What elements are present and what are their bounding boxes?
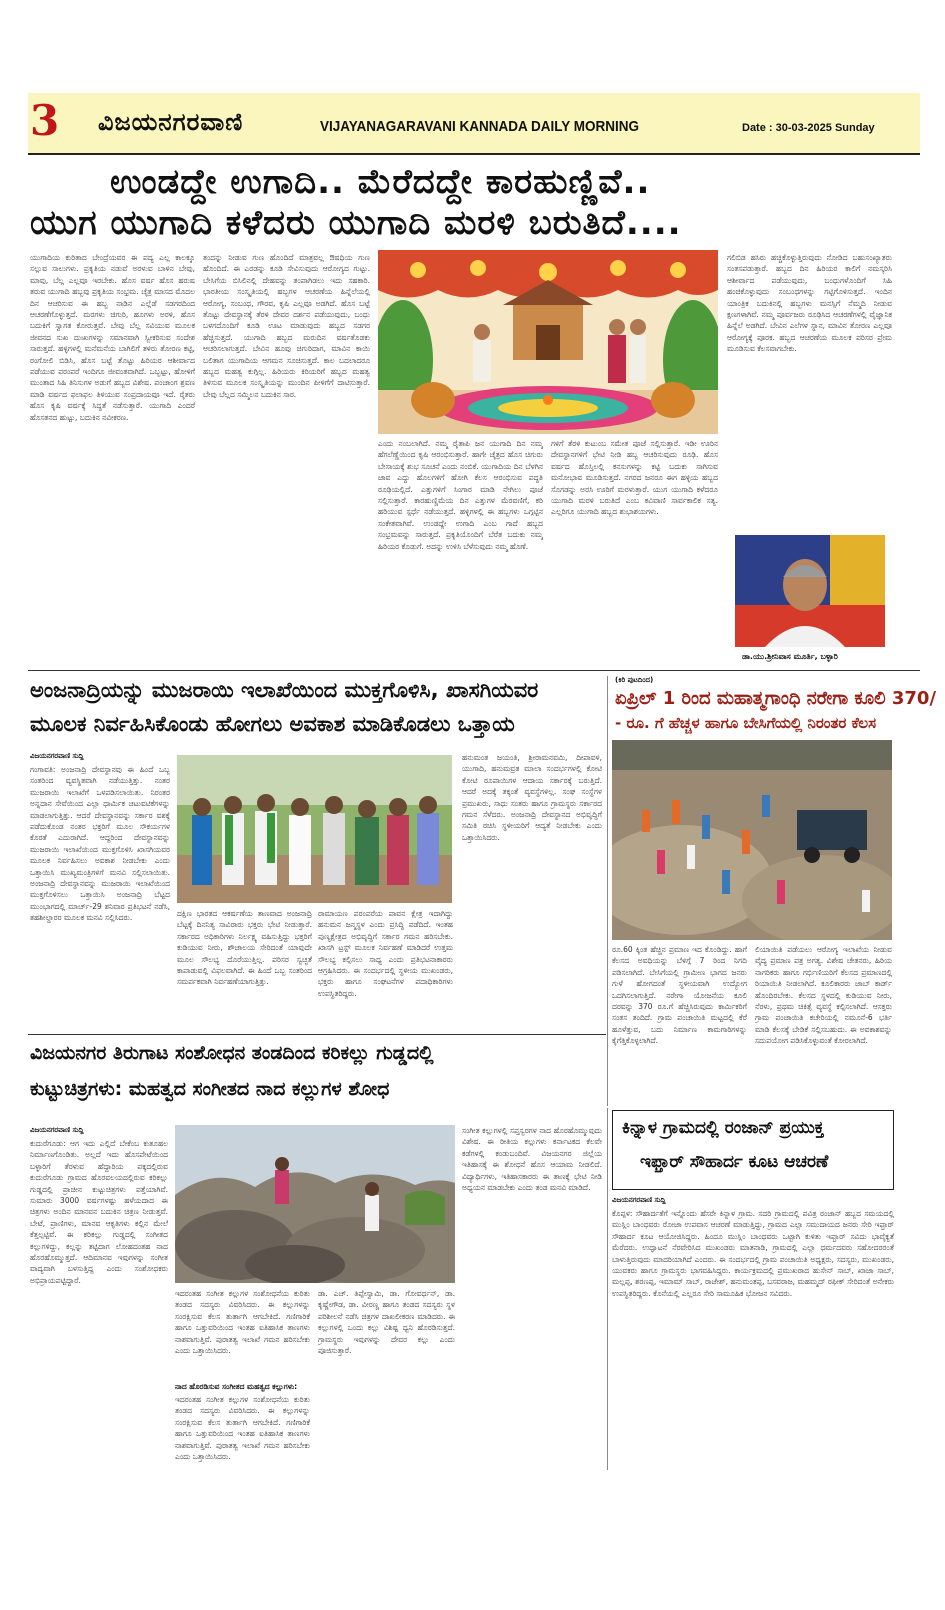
author-photo-caption: ಡಾ.ಯು.ಶ್ರೀನಿವಾಸ ಮೂರ್ತಿ, ಬಳ್ಳಾರಿ [742, 652, 838, 661]
anjanadri-headline-line2: ಮೂಲಕ ನಿರ್ವಹಿಸಿಕೊಂಡು ಹೋಗಲು ಅವಕಾಶ ಮಾಡಿಕೊಡಲು ಒತ್ತಾಯ [30, 712, 515, 736]
lead-headline-line2: ಯುಗ ಯುಗಾದಿ ಕಳೆದರು ಯುಗಾದಿ ಮರಳಿ ಬರುತಿದೆ.... [30, 203, 682, 243]
rockart-dateline: ವಿಜಯನಗರವಾಣಿ ಸುದ್ದಿ [30, 1126, 84, 1134]
narega-tag: (ಕಿರಿ ಪುಟದಿಂದ) [615, 676, 654, 684]
anjanadri-column-3: ರಾಮಾಯಣ ಪರಂಪರೆಯ ಪಾವನ ಕ್ಷೇತ್ರ ಇದಾಗಿದ್ದು ಹನುಮನ ಜನ್ಮಸ್ಥಳ ಎಂದು ಪ್ರಸಿದ್ಧಿ ಪಡೆದಿದೆ. ಇಂತಹ ಪುಣ್ಯಕ್ಷೇತ್ರದ ಅಭಿವೃದ್ಧಿಗೆ ಸರ್ಕಾರ ಗಮನ ಹರಿಸಬೇಕು. ಖಾಸಗಿ ಟ್ರಸ್ಟ್ ಮೂಲಕ ನಿರ್ವಹಣೆ ಮಾಡಿದರೆ ಉತ್ತಮ ಸೌಲಭ್ಯ ಕಲ್ಪಿಸಲು ಸಾಧ್ಯ ಎಂದು ಪ್ರತಿಭಟನಾಕಾರರು ಆಗ್ರಹಿಸಿದರು. ಈ ಸಂದರ್ಭದಲ್ಲಿ ಸ್ಥಳೀಯ ಮುಖಂಡರು, ಭಕ್ತರು ಹಾಗೂ ಸಂಘಟನೆಗಳ ಪದಾಧಿಕಾರಿಗಳು ಉಪಸ್ಥಿತರಿದ್ದರು. [318, 909, 453, 998]
anjanadri-column-1: ಗಂಗಾವತಿ: ಅಂಜನಾದ್ರಿ ದೇವಸ್ಥಾನವು ಈ ಹಿಂದೆ ಒಬ್ಬ ಸಂತರಿಂದ ವ್ಯವಸ್ಥಿತವಾಗಿ ನಡೆಯುತ್ತಿತ್ತು. ನಂತರ ಮುಜರಾಯಿ ಇಲಾಖೆಗೆ ಒಳಪಡಿಸಲಾಯಿತು. ನಿರಂತರ ಅನ್ನದಾನ ಸೇವೆಯಿಂದ ಎಲ್ಲಾ ಧಾರ್ಮಿಕ ಚಟುವಟಿಕೆಗಳನ್ನು ಮಾಡಲಾಗುತ್ತಿತ್ತು. ಆದರೆ ದೇವಸ್ಥಾನವನ್ನು ಸರ್ಕಾರ ವಶಕ್ಕೆ ಪಡೆದುಕೊಂಡ ನಂತರ ಭಕ್ತರಿಗೆ ಮೂಲ ಸೌಕರ್ಯಗಳ ಕೊರತೆ ಎದುರಾಗಿದೆ. ಆದ್ದರಿಂದ ದೇವಸ್ಥಾನವನ್ನು ಮುಜರಾಯಿ ಇಲಾಖೆಯಿಂದ ಮುಕ್ತಗೊಳಿಸಿ ಖಾಸಗಿಯವರ ಮೂಲಕ ನಿರ್ವಹಿಸಲು ಅವಕಾಶ ನೀಡಬೇಕು ಎಂದು ಒತ್ತಾಯಿಸಿ ಮುಖ್ಯಮಂತ್ರಿಗಳಿಗೆ ಮನವಿ ಸಲ್ಲಿಸಲಾಯಿತು. ಅಂಜನಾದ್ರಿ ದೇವಸ್ಥಾನವನ್ನು ಮುಜರಾಯಿ ಇಲಾಖೆಯಿಂದ ಮುಕ್ತಗೊಳಿಸಲು ಒತ್ತಾಯಿಸಿ ಅಂಜನಾದ್ರಿ ಬೆಟ್ಟದ ಮುಂಭಾಗದಲ್ಲಿ ಮಾರ್ಚ್-29 ಶನಿವಾರ ಪ್ರತಿಭಟನೆ ನಡೆಸಿ, ತಹಶೀಲ್ದಾರರ ಮೂಲಕ ಮನವಿ ಸಲ್ಲಿಸಿದರು. [30, 765, 170, 923]
rockart-column-1: ಕುದುರೆಗೂಡು: ಆಗ ಇದು ಎಲ್ಲಿದೆ ಬೇಕೆಂಬ ಕುತೂಹಲ ನಿರ್ಮಾಣಗೊಂಡಿತು. ಅಲ್ಲದೆ ಇದು ಹೊಸಪೇಟೆಯಿಂದ ಬಳ್ಳಾರಿಗೆ ತೆರಳುವ ಹೆದ್ದಾರಿಯ ಪಕ್ಕದಲ್ಲಿರುವ ಕುದುರೆಗೂಡು ಗ್ರಾಮದ ಹೊರವಲಯದಲ್ಲಿರುವ ಕರಿಕಲ್ಲು ಗುಡ್ಡದಲ್ಲಿ ಪ್ರಾಚೀನ ಕುಟ್ಟುಚಿತ್ರಗಳು ಪತ್ತೆಯಾಗಿವೆ. ಸುಮಾರು 3000 ವರ್ಷಗಳಷ್ಟು ಹಳೆಯದಾದ ಈ ಚಿತ್ರಗಳು ಅಂದಿನ ಮಾನವನ ಬದುಕಿನ ಚಿತ್ರಣ ನೀಡುತ್ತವೆ. ಬೇಟೆ, ಪ್ರಾಣಿಗಳು, ಮಾನವ ಆಕೃತಿಗಳು ಕಲ್ಲಿನ ಮೇಲೆ ಕೆತ್ತಲ್ಪಟ್ಟಿವೆ. ಈ ಕರಿಕಲ್ಲು ಗುಡ್ಡದಲ್ಲಿ ಸಂಗೀತದ ಕಲ್ಲುಗಳಿದ್ದು, ಕಲ್ಲನ್ನು ತಟ್ಟಿದಾಗ ಲೋಹದಂತಹ ನಾದ ಹೊರಹೊಮ್ಮುತ್ತದೆ. ಆದಿಮಾನವ ಇವುಗಳನ್ನು ಸಂಗೀತ ವಾದ್ಯವಾಗಿ ಬಳಸುತ್ತಿದ್ದ ಎಂದು ಸಂಶೋಧಕರು ಅಭಿಪ್ರಾಯಪಟ್ಟಿದ್ದಾರೆ. [30, 1139, 168, 1285]
anjanadri-column-2: ದಕ್ಷಿಣ ಭಾರತದ ಆಕರ್ಷಣೆಯ ತಾಣವಾದ ಅಂಜನಾದ್ರಿ ಬೆಟ್ಟಕ್ಕೆ ದಿನನಿತ್ಯ ಸಾವಿರಾರು ಭಕ್ತರು ಭೇಟಿ ನೀಡುತ್ತಾರೆ. ಸರ್ಕಾರದ ಅಧಿಕಾರಿಗಳು ನಿರ್ಲಕ್ಷ್ಯ ವಹಿಸುತ್ತಿದ್ದು ಭಕ್ತರಿಗೆ ಕುಡಿಯುವ ನೀರು, ಶೌಚಾಲಯ ಸೇರಿದಂತೆ ಯಾವುದೇ ಮೂಲ ಸೌಲಭ್ಯ ದೊರೆಯುತ್ತಿಲ್ಲ. ಪರಿಸರ ಸ್ವಚ್ಛತೆ ಕಾಪಾಡುವಲ್ಲಿ ವಿಫಲವಾಗಿದೆ. ಈ ಹಿಂದೆ ಒಬ್ಬ ಸಂತರಿಂದ ಸಮರ್ಪಕವಾಗಿ ನಿರ್ವಹಣೆಯಾಗುತ್ತಿತ್ತು. [177, 909, 312, 987]
narega-column-1: ರೂ.60 ಕ್ಕಿಂತ ಹೆಚ್ಚಿನ ಪ್ರಮಾಣ ಇದ ಕೊಂಡಿದ್ದು. ಹಾಗೆ ಕೆಲಸದ ಅವಧಿಯನ್ನು ಬೆಳಿಗ್ಗೆ 7 ರಿಂದ ನಿಗದಿ ಪಡಿಸಲಾಗಿದೆ. ಬೇಸಿಗೆಯಲ್ಲಿ ಗ್ರಾಮೀಣ ಭಾಗದ ಜನರು ಗುಳೆ ಹೋಗದಂತೆ ಸ್ಥಳೀಯವಾಗಿ ಉದ್ಯೋಗ ಒದಗಿಸಲಾಗುತ್ತಿದೆ. ನರೇಗಾ ಯೋಜನೆಯ ಕೂಲಿ ದರವನ್ನು 370 ರೂ.ಗೆ ಹೆಚ್ಚಿಸಿರುವುದು ಕಾರ್ಮಿಕರಿಗೆ ಸಂತಸ ತಂದಿದೆ. ಗ್ರಾಮ ಪಂಚಾಯಿತಿ ಮಟ್ಟದಲ್ಲಿ ಕೆರೆ ಹೂಳೆತ್ತುವ, ಬದು ನಿರ್ಮಾಣ ಕಾಮಗಾರಿಗಳನ್ನು ಕೈಗೆತ್ತಿಕೊಳ್ಳಲಾಗಿದೆ. [612, 945, 747, 1046]
iftar-body: ಕೊಪ್ಪಳ: ಸೌಹಾರ್ದತೆಗೆ ಇನ್ನೊಂದು ಹೆಸರೇ ಕಿನ್ನಾಳ ಗ್ರಾಮ. ಸದರಿ ಗ್ರಾಮದಲ್ಲಿ ಪವಿತ್ರ ರಂಜಾನ್ ಹಬ್ಬದ ಸಮಯದಲ್ಲಿ ಮುಸ್ಲಿಂ ಬಾಂಧವರು ರೋಜಾ ಉಪವಾಸ ಆಚರಣೆ ಮಾಡುತ್ತಿದ್ದು, ಗ್ರಾಮದ ಎಲ್ಲಾ ಸಮುದಾಯದ ಜನರು ಸೇರಿ ಇಫ್ತಾರ್ ಸೌಹಾರ್ದ ಕೂಟ ಆಯೋಜಿಸಿದ್ದರು. ಹಿಂದೂ ಮುಸ್ಲಿಂ ಬಾಂಧವರು ಒಟ್ಟಾಗಿ ಕುಳಿತು ಇಫ್ತಾರ್ ಸವಿದು ಭಾವೈಕ್ಯತೆ ಮೆರೆದರು. ಉದ್ಘಾಟನೆ ನೆರವೇರಿಸಿದ ಮುಖಂಡರು ಮಾತನಾಡಿ, ಗ್ರಾಮದಲ್ಲಿ ಎಲ್ಲಾ ಧರ್ಮದವರು ಸಹೋದರರಂತೆ ಬಾಳುತ್ತಿರುವುದು ಮಾದರಿಯಾಗಿದೆ ಎಂದರು. ಈ ಸಂದರ್ಭದಲ್ಲಿ ಗ್ರಾಮ ಪಂಚಾಯಿತಿ ಅಧ್ಯಕ್ಷರು, ಸದಸ್ಯರು, ಮುಖಂಡರು, ಯುವಕರು ಹಾಗೂ ಗ್ರಾಮಸ್ಥರು ಭಾಗವಹಿಸಿದ್ದರು. ಕಾರ್ಯಕ್ರಮದಲ್ಲಿ ಪ್ರಮುಖರಾದ ಹುಸೇನ್ ಸಾಬ್, ಖಾಜಾ ಸಾಬ್, ಮಲ್ಲಪ್ಪ, ಶರಣಪ್ಪ, ಇಮಾಮ್ ಸಾಬ್, ರಾಜೇಶ್, ಹನುಮಂತಪ್ಪ, ಬಸವರಾಜ, ಮಹಮ್ಮದ್ ರಫೀಕ್ ಸೇರಿದಂತೆ ಅನೇಕರು ಉಪಸ್ಥಿತರಿದ್ದರು. ಕೊನೆಯಲ್ಲಿ ಎಲ್ಲರೂ ಸೇರಿ ಸಾಮೂಹಿಕ ಭೋಜನ ಸವಿದರು. [612, 1209, 894, 1298]
rockart-subhead: ನಾದ ಹೊರಡಿಸುವ ಸಂಗೀತದ ಮಹತ್ವದ ಕಲ್ಲುಗಳು: [175, 1382, 298, 1391]
anjanadri-photo [177, 755, 452, 903]
lead-column-3: ಎಂದು ನಂಬಲಾಗಿದೆ. ನಮ್ಮ ರೈತಾಪಿ ಜನ ಯುಗಾದಿ ದಿನ ನಮ್ಮ ಹೆಗಲೆಣ್ಣೆಯಿಂದ ಕೃಷಿ ಆರಂಭಿಸುತ್ತಾರೆ. ಹಾಗೇ ಚೈತ್ರದ ಹೊಸ ಚಿಗುರು ಬೇಸಾಯಕ್ಕೆ ಶುಭ ಸೂಚನೆ ಎಂದು ನಂಬಿಕೆ. ಯುಗಾದಿಯ ದಿನ ಬೆಳಗಿನ ಜಾವ ಎದ್ದು ಹೊಲಗಳಿಗೆ ಹೋಗಿ ಕೆಲಸ ಆರಂಭಿಸುವ ಪದ್ಧತಿ ರೂಢಿಯಲ್ಲಿದೆ. ಎತ್ತುಗಳಿಗೆ ಸಿಂಗಾರ ಮಾಡಿ ನೇಗಿಲು ಪೂಜೆ ಸಲ್ಲಿಸುತ್ತಾರೆ. ಕಾರಹುಣ್ಣಿಮೆಯ ದಿನ ಎತ್ತುಗಳ ಮೆರವಣಿಗೆ, ಕರಿ ಹರಿಯುವ ಸ್ಪರ್ಧೆ ನಡೆಯುತ್ತದೆ. ಹಳ್ಳಿಗಳಲ್ಲಿ ಈ ಹಬ್ಬಗಳು ಒಗ್ಗಟ್ಟಿನ ಸಂಕೇತವಾಗಿವೆ. ಉಂಡದ್ದೇ ಉಗಾದಿ ಎಂಬ ಗಾದೆ ಹಬ್ಬದ ಸಂಭ್ರಮವನ್ನು ಸಾರುತ್ತದೆ. ಪ್ರಕೃತಿಯೊಂದಿಗೆ ಬೆರೆತ ಬದುಕು ನಮ್ಮ ಹಿರಿಯರ ಕೊಡುಗೆ. ಅದನ್ನು ಉಳಿಸಿ ಬೆಳೆಸುವುದು ನಮ್ಮ ಹೊಣೆ. [378, 439, 543, 551]
narega-headline-line1: ಏಪ್ರಿಲ್ 1 ರಿಂದ ಮಹಾತ್ಮಗಾಂಧಿ ನರೇಗಾ ಕೂಲಿ 370/ [615, 688, 937, 709]
narega-headline-line2: - ರೂ. ಗೆ ಹೆಚ್ಚಳ ಹಾಗೂ ಬೇಸಿಗೆಯಲ್ಲಿ ನಿರಂತರ ಕೆಲಸ [615, 714, 877, 732]
rockart-photo [175, 1125, 455, 1283]
masthead-title-english: VIJAYANAGARAVANI KANNADA DAILY MORNING [320, 118, 640, 135]
author-photo [735, 535, 885, 647]
lead-column-5: ಗಲಿಬಿಡ ಹಸಿರು ಹಚ್ಚಿಕೊಳ್ಳುತ್ತಿರುವುದು ನೋಡಿದ ಬಹುಸಂಖ್ಯಾತರು ಸಂತಸಪಡುತ್ತಾರೆ. ಹಬ್ಬದ ದಿನ ಹಿರಿಯರ ಕಾಲಿಗೆ ನಮಸ್ಕರಿಸಿ ಆಶೀರ್ವಾದ ಪಡೆಯುವುದು, ಬಂಧುಗಳೊಂದಿಗೆ ಸಿಹಿ ಹಂಚಿಕೊಳ್ಳುವುದು ಸಂಬಂಧಗಳನ್ನು ಗಟ್ಟಿಗೊಳಿಸುತ್ತದೆ. ಇಂದಿನ ಯಾಂತ್ರಿಕ ಬದುಕಿನಲ್ಲಿ ಹಬ್ಬಗಳು ಮನಸ್ಸಿಗೆ ನೆಮ್ಮದಿ ನೀಡುವ ಕ್ಷಣಗಳಾಗಿವೆ. ನಮ್ಮ ಪೂರ್ವಜರು ರೂಢಿಸಿದ ಆಚರಣೆಗಳಲ್ಲಿ ವೈಜ್ಞಾನಿಕ ಹಿನ್ನೆಲೆ ಅಡಗಿದೆ. ಬೇವಿನ ಎಲೆಗಳ ಸ್ನಾನ, ಮಾವಿನ ತೋರಣ ಎಲ್ಲವೂ ಆರೋಗ್ಯಕ್ಕೆ ಪೂರಕ. ಹಬ್ಬದ ಆಚರಣೆಯ ಮೂಲಕ ಪರಿಸರ ಪ್ರೇಮ ಮೂಡಿಸುವ ಕೆಲಸವಾಗಬೇಕು. [727, 253, 892, 354]
ugadi-illustration [378, 250, 718, 434]
section-divider [28, 670, 920, 671]
iftar-dateline: ವಿಜಯನಗರವಾಣಿ ಸುದ್ದಿ [612, 1196, 666, 1204]
iftar-headline-line2: ಇಫ್ತಾರ್ ಸೌಹಾರ್ದ ಕೂಟ ಆಚರಣೆ [640, 1152, 829, 1172]
rockart-column-4: ಸಂಗೀತ ಕಲ್ಲುಗಳಲ್ಲಿ ಸಪ್ತಸ್ವರಗಳ ನಾದ ಹೊರಹೊಮ್ಮುವುದು ವಿಶೇಷ. ಈ ರೀತಿಯ ಕಲ್ಲುಗಳು ಕರ್ನಾಟಕದ ಕೆಲವೇ ಕಡೆಗಳಲ್ಲಿ ಕಂಡುಬಂದಿವೆ. ವಿಜಯನಗರ ಜಿಲ್ಲೆಯ ಇತಿಹಾಸಕ್ಕೆ ಈ ಶೋಧನೆ ಹೊಸ ಆಯಾಮ ನೀಡಲಿದೆ. ವಿದ್ಯಾರ್ಥಿಗಳು, ಇತಿಹಾಸಕಾರರು ಈ ತಾಣಕ್ಕೆ ಭೇಟಿ ನೀಡಿ ಅಧ್ಯಯನ ಮಾಡಬೇಕು ಎಂದು ತಂಡ ಮನವಿ ಮಾಡಿದೆ. [462, 1126, 602, 1193]
narega-photo [612, 740, 892, 940]
rockart-column-3: ಡಾ. ಎಚ್. ತಿಪ್ಪೇಸ್ವಾಮಿ, ಡಾ. ಗೋವರ್ಧನ್, ಡಾ. ಕೃಷ್ಣೇಗೌಡ, ಡಾ. ವೀರಣ್ಣ ಹಾಗೂ ತಂಡದ ಸದಸ್ಯರು ಸ್ಥಳ ಪರಿಶೀಲನೆ ನಡೆಸಿ ಚಿತ್ರಗಳ ದಾಖಲೀಕರಣ ಮಾಡಿದರು. ಈ ಕಲ್ಲುಗಳಲ್ಲಿ ಒಂದು ಕಲ್ಲು ವಿಶಿಷ್ಟ ಧ್ವನಿ ಹೊರಡಿಸುತ್ತದೆ. ಗ್ರಾಮಸ್ಥರು ಇವುಗಳನ್ನು ದೇವರ ಕಲ್ಲು ಎಂದು ಪೂಜಿಸುತ್ತಾರೆ. [318, 1289, 455, 1356]
rockart-column-2b: ಇದರಂತಹ ಸಂಗೀತ ಕಲ್ಲುಗಳ ಸಂಶೋಧನೆಯ ಕುರಿತು ತಂಡದ ಸದಸ್ಯರು ವಿವರಿಸಿದರು. ಈ ಕಲ್ಲುಗಳನ್ನು ಸಂರಕ್ಷಿಸುವ ಕೆಲಸ ತುರ್ತಾಗಿ ಆಗಬೇಕಿದೆ. ಗಣಿಗಾರಿಕೆ ಹಾಗೂ ಒತ್ತುವರಿಯಿಂದ ಇಂತಹ ಐತಿಹಾಸಿಕ ತಾಣಗಳು ನಾಶವಾಗುತ್ತಿವೆ. ಪುರಾತತ್ವ ಇಲಾಖೆ ಗಮನ ಹರಿಸಬೇಕು ಎಂದು ಒತ್ತಾಯಿಸಿದರು. [175, 1395, 310, 1462]
lead-column-4: ಗಳಿಗೆ ತೆರಳಿ ಕುಟುಂಬ ಸಮೇತ ಪೂಜೆ ಸಲ್ಲಿಸುತ್ತಾರೆ. ಇಡೀ ಊರಿನ ದೇವಸ್ಥಾನಗಳಿಗೆ ಭೇಟಿ ನೀಡಿ ಹಬ್ಬ ಆಚರಿಸುವುದು ರೂಢಿ. ಹೊಸ ವರ್ಷದ ಹೊಸ್ತಿಲಲ್ಲಿ ಕನಸುಗಳನ್ನು ಕಟ್ಟಿ ಬದುಕು ಸಾಗಿಸುವ ಮನೋಭಾವ ಮೂಡಿಸುತ್ತದೆ. ನಗರದ ಜನರೂ ಈಗ ಹಳ್ಳಿಯ ಹಬ್ಬದ ಸೊಗಡನ್ನು ಅರಸಿ ಊರಿಗೆ ಮರಳುತ್ತಾರೆ. ಯುಗ ಯುಗಾದಿ ಕಳೆದರೂ ಯುಗಾದಿ ಮರಳಿ ಬರುತಿದೆ ಎಂಬ ಕವಿವಾಣಿ ಸಾರ್ವಕಾಲಿಕ ಸತ್ಯ. ಎಲ್ಲರಿಗೂ ಯುಗಾದಿ ಹಬ್ಬದ ಶುಭಾಶಯಗಳು. [551, 439, 718, 517]
lead-column-2: ತಂದನ್ನು ನೀಡುವ ಗುಣ ಹೊಂದಿದೆ ಮಾತ್ರವಲ್ಲ ಔಷಧಿಯ ಗುಣ ಹೊಂದಿದೆ. ಈ ಎರಡನ್ನು ಕೂಡಿ ಸೇವಿಸುವುದು ಆರೋಗ್ಯದ ಗುಟ್ಟು. ಬೇಸಿಗೆಯ ಬಿಸಿಲಿನಲ್ಲಿ ದೇಹವನ್ನು ತಂಪಾಗಿಡಲು ಇದು ಸಹಕಾರಿ. ಭಾರತೀಯ ಸಂಸ್ಕೃತಿಯಲ್ಲಿ ಹಬ್ಬಗಳ ಆಚರಣೆಯ ಹಿನ್ನೆಲೆಯಲ್ಲಿ ಆರೋಗ್ಯ, ಸಂಬಂಧ, ಗೌರವ, ಕೃಷಿ ಎಲ್ಲವೂ ಅಡಗಿದೆ. ಹೊಸ ಬಟ್ಟೆ ತೊಟ್ಟು ದೇವಸ್ಥಾನಕ್ಕೆ ತೆರಳಿ ದೇವರ ದರ್ಶನ ಪಡೆಯುವುದು, ಬಂಧು ಬಳಗದೊಂದಿಗೆ ಕೂಡಿ ಊಟ ಮಾಡುವುದು ಹಬ್ಬದ ಸಡಗರ ಹೆಚ್ಚಿಸುತ್ತದೆ. ಯುಗಾದಿ ಹಬ್ಬದ ಮರುದಿನ ವರ್ಷತೊಡಕು ಆಚರಿಸಲಾಗುತ್ತದೆ. ಬೇವಿನ ಹೂವು ಚಿಗುರಿದಾಗ, ಮಾವಿನ ಕಾಯಿ ಬಲಿತಾಗ ಯುಗಾದಿಯ ಆಗಮನ ಸೂಚಿಸುತ್ತದೆ. ಕಾಲ ಬದಲಾದರೂ ಹಬ್ಬದ ಮಹತ್ವ ಕುಗ್ಗಿಲ್ಲ. ಹಿರಿಯರು ಕಿರಿಯರಿಗೆ ಹಬ್ಬದ ಮಹತ್ವ ತಿಳಿಸುವ ಮೂಲಕ ಸಂಸ್ಕೃತಿಯನ್ನು ಮುಂದಿನ ಪೀಳಿಗೆಗೆ ದಾಟಿಸುತ್ತಾರೆ. ಬೇವು ಬೆಲ್ಲದ ಸಮ್ಮಿಲನ ಬದುಕಿನ ಸಾರ. [203, 253, 370, 399]
rockart-headline-line1: ವಿಜಯನಗರ ತಿರುಗಾಟ ಸಂಶೋಧನ ತಂಡದಿಂದ ಕರಿಕಲ್ಲು ಗುಡ್ಡದಲ್ಲಿ [30, 1042, 434, 1064]
page-number: 3 [30, 96, 60, 145]
iftar-headline-line1: ಕಿನ್ನಾಳ ಗ್ರಾಮದಲ್ಲಿ ರಂಜಾನ್ ಪ್ರಯುಕ್ತ [622, 1118, 824, 1138]
anjanadri-column-4: ಹನುಮಂತ ಜಯಂತಿ, ಶ್ರೀರಾಮನವಮಿ, ದೀಪಾವಳಿ, ಯುಗಾದಿ, ಹನುಮವ್ರತ ಮಾಲಾ ಸಂದರ್ಭಗಳಲ್ಲಿ ಕೋಟಿ ಕೋಟಿ ರೂಪಾಯಿಗಳ ಆದಾಯ ಸರ್ಕಾರಕ್ಕೆ ಬರುತ್ತಿದೆ. ಆದರೆ ಅದಕ್ಕೆ ತಕ್ಕಂತೆ ವ್ಯವಸ್ಥೆಗಳಿಲ್ಲ. ಸಂಘ ಸಂಸ್ಥೆಗಳ ಪ್ರಮುಖರು, ಸಾಧು ಸಂತರು ಹಾಗೂ ಗ್ರಾಮಸ್ಥರು ಸರ್ಕಾರದ ಗಮನ ಸೆಳೆದರು. ಅಂಜನಾದ್ರಿ ದೇವಸ್ಥಾನದ ಅಭಿವೃದ್ಧಿಗೆ ಸಮಿತಿ ರಚಿಸಿ ಸ್ಥಳೀಯರಿಗೆ ಆದ್ಯತೆ ನೀಡಬೇಕು ಎಂದು ಒತ್ತಾಯಿಸಿದರು. [462, 753, 602, 842]
anjanadri-headline-line1: ಅಂಜನಾದ್ರಿಯನ್ನು ಮುಜರಾಯಿ ಇಲಾಖೆಯಿಂದ ಮುಕ್ತಗೊಳಿಸಿ, ಖಾಸಗಿಯವರ [30, 678, 539, 702]
lead-headline-line1: ಉಂಡದ್ದೇ ಉಗಾದಿ.. ಮೆರೆದದ್ದೇ ಕಾರಹುಣ್ಣಿವೆ.. [110, 162, 651, 202]
masthead-date: Date : 30-03-2025 Sunday [742, 122, 875, 134]
rockart-headline-line2: ಕುಟ್ಟುಚಿತ್ರಗಳು: ಮಹತ್ವದ ಸಂಗೀತದ ನಾದ ಕಲ್ಲುಗಳ ಶೋಧ [30, 1078, 390, 1100]
lead-column-1: ಯುಗಾದಿಯ ಕುರಿತಾದ ಬೇಂದ್ರೆಯವರ ಈ ಪದ್ಯ ಎಲ್ಲ ಕಾಲಕ್ಕೂ ಸಲ್ಲುವ ಸಾಲುಗಳು. ಪ್ರಕೃತಿಯ ನಡುವೆ ಅರಳುವ ಬಾಳಿನ ಬೇವು, ಮಾವು, ಬೆಲ್ಲ ಎಲ್ಲವೂ ಇರಬೇಕು. ಹೊಸ ವರ್ಷ ಹೊಸ ಹರುಷ ತರುವ ಯುಗಾದಿ ಹಬ್ಬವು ಪ್ರಕೃತಿಯ ಸಂಭ್ರಮ. ಚೈತ್ರ ಮಾಸದ ಮೊದಲ ದಿನ ಆಚರಿಸುವ ಈ ಹಬ್ಬ ನಾಡಿನ ಎಲ್ಲೆಡೆ ಸಡಗರದಿಂದ ಆಚರಣೆಗೊಳ್ಳುತ್ತದೆ. ಮರಗಳು ಚಿಗುರಿ, ಹೂಗಳು ಅರಳಿ, ಹೊಸ ಬದುಕಿಗೆ ಸ್ವಾಗತ ಕೋರುತ್ತವೆ. ಬೇವು ಬೆಲ್ಲ ಸವಿಯುವ ಮೂಲಕ ಜೀವನದ ಸುಖ ದುಃಖಗಳನ್ನು ಸಮಾನವಾಗಿ ಸ್ವೀಕರಿಸುವ ಸಂದೇಶ ಸಾರುತ್ತದೆ. ಹಳ್ಳಿಗಳಲ್ಲಿ ಮನೆಮನೆಯ ಬಾಗಿಲಿಗೆ ತಳಿರು ತೋರಣ ಕಟ್ಟಿ, ರಂಗೋಲಿ ಬಿಡಿಸಿ, ಹೊಸ ಬಟ್ಟೆ ತೊಟ್ಟು ಹಿರಿಯರ ಆಶೀರ್ವಾದ ಪಡೆಯುವ ಪರಂಪರೆ ಇಂದಿಗೂ ಜೀವಂತವಾಗಿದೆ. ಒಬ್ಬಟ್ಟು, ಹೋಳಿಗೆ ಮುಂತಾದ ಸಿಹಿ ತಿನಿಸುಗಳ ಅಡುಗೆ ಹಬ್ಬದ ವಿಶೇಷ. ಪಂಚಾಂಗ ಶ್ರವಣ ಮಾಡಿ ವರ್ಷದ ಫಲಾಫಲ ತಿಳಿಯುವ ಸಂಪ್ರದಾಯವೂ ಇದೆ. ರೈತರು ಹೊಸ ಕೃಷಿ ವರ್ಷಕ್ಕೆ ಸಿದ್ಧತೆ ನಡೆಸುತ್ತಾರೆ. ಯುಗಾದಿ ಎಂದರೆ ಹೊಸತನದ ಹುಟ್ಟು, ಬದುಕಿನ ನವೀಕರಣ. [30, 253, 195, 422]
column-divider-2 [607, 1108, 608, 1470]
anjanadri-dateline: ವಿಜಯನಗರವಾಣಿ ಸುದ್ದಿ [30, 752, 84, 760]
masthead-title-kannada: ವಿಜಯನಗರವಾಣಿ [98, 108, 244, 136]
section-divider-2 [28, 1034, 606, 1035]
narega-column-2: ಲಿಯಾಯಿತಿ ಪಡೆಯಲು ಆರೋಗ್ಯ ಇಲಾಖೆಯ ನೀಡುವ ವೈದ್ಯ ಪ್ರಮಾಣ ಪತ್ರ ಅಗತ್ಯ. ವಿಶೇಷ ಚೇತನರು, ಹಿರಿಯ ನಾಗರಿಕರು ಹಾಗೂ ಗರ್ಭಿಣಿಯರಿಗೆ ಕೆಲಸದ ಪ್ರಮಾಣದಲ್ಲಿ ರಿಯಾಯಿತಿ ನೀಡಲಾಗಿದೆ. ಕೂಲಿಕಾರರು ಜಾಬ್ ಕಾರ್ಡ್ ಹೊಂದಿರಬೇಕು. ಕೆಲಸದ ಸ್ಥಳದಲ್ಲಿ ಕುಡಿಯುವ ನೀರು, ನೆರಳು, ಪ್ರಥಮ ಚಿಕಿತ್ಸೆ ವ್ಯವಸ್ಥೆ ಕಲ್ಪಿಸಲಾಗಿದೆ. ಆಸಕ್ತರು ಗ್ರಾಮ ಪಂಚಾಯಿತಿ ಕಚೇರಿಯಲ್ಲಿ ನಮೂನೆ-6 ಭರ್ತಿ ಮಾಡಿ ಕೆಲಸಕ್ಕೆ ಬೇಡಿಕೆ ಸಲ್ಲಿಸಬಹುದು. ಈ ಅವಕಾಶವನ್ನು ಸದುಪಯೋಗ ಪಡಿಸಿಕೊಳ್ಳುವಂತೆ ಕೋರಲಾಗಿದೆ. [755, 945, 892, 1046]
column-divider [607, 676, 608, 1106]
rockart-column-2: ಇದರಂತಹ ಸಂಗೀತ ಕಲ್ಲುಗಳ ಸಂಶೋಧನೆಯ ಕುರಿತು ತಂಡದ ಸದಸ್ಯರು ವಿವರಿಸಿದರು. ಈ ಕಲ್ಲುಗಳನ್ನು ಸಂರಕ್ಷಿಸುವ ಕೆಲಸ ತುರ್ತಾಗಿ ಆಗಬೇಕಿದೆ. ಗಣಿಗಾರಿಕೆ ಹಾಗೂ ಒತ್ತುವರಿಯಿಂದ ಇಂತಹ ಐತಿಹಾಸಿಕ ತಾಣಗಳು ನಾಶವಾಗುತ್ತಿವೆ. ಪುರಾತತ್ವ ಇಲಾಖೆ ಗಮನ ಹರಿಸಬೇಕು ಎಂದು ಒತ್ತಾಯಿಸಿದರು. [175, 1289, 310, 1356]
